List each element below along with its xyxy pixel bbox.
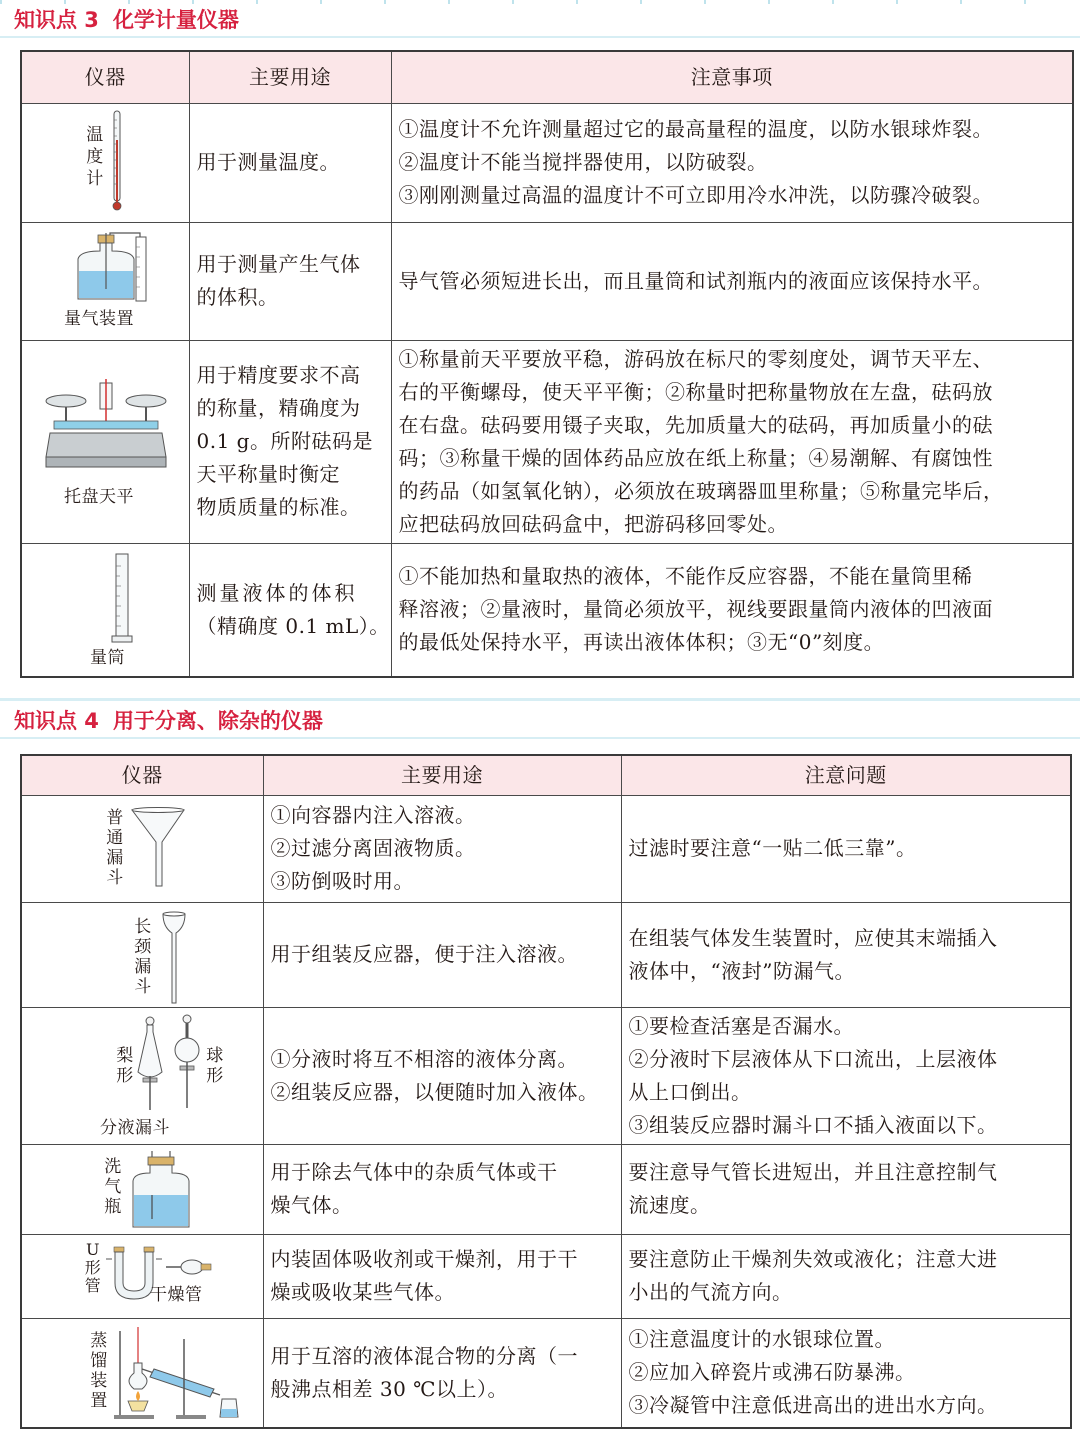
note-text: ③冷凝管中注意低进高出的进出水方向。 bbox=[628, 1393, 998, 1418]
note-text: 液体中，“液封”防漏气。 bbox=[628, 958, 855, 983]
instrument-cell-cylinder bbox=[21, 543, 189, 677]
notes-cell bbox=[621, 1144, 1071, 1234]
note-text: 在右盘。砝码要用镊子夹取，先加质量大的砝码，再加质量小的砝 bbox=[398, 412, 993, 437]
use-cell bbox=[263, 902, 621, 1007]
section-4-header bbox=[0, 698, 1080, 739]
notes-cell bbox=[621, 1007, 1071, 1144]
use-text: 用于测量温度。 bbox=[196, 150, 340, 174]
use-cell bbox=[189, 543, 391, 677]
long-neck-funnel-icon bbox=[160, 911, 188, 1005]
use-cell bbox=[263, 1007, 621, 1144]
table-row bbox=[21, 543, 1073, 677]
use-text: ②组装反应器，以便随时加入液体。 bbox=[270, 1079, 599, 1104]
notes-cell bbox=[621, 902, 1071, 1007]
use-text: 内装固体吸收剂或干燥剂，用于干 bbox=[270, 1247, 578, 1271]
header-instrument: 仪器 bbox=[21, 51, 189, 103]
drying-tube-icon bbox=[166, 1257, 214, 1277]
header-instrument: 仪器 bbox=[21, 755, 263, 795]
note-text: ①称量前天平要放平稳，游码放在标尺的零刻度处，调节天平左、 bbox=[398, 346, 993, 371]
section-3-title: 知识点 3 化学计量仪器 bbox=[14, 8, 239, 32]
table-row bbox=[21, 795, 1071, 902]
use-cell bbox=[189, 222, 391, 340]
notes-cell bbox=[391, 543, 1073, 677]
use-text: ①向容器内注入溶液。 bbox=[270, 803, 476, 827]
globe-separatory-funnel-icon bbox=[172, 1014, 202, 1110]
distillation-apparatus-icon bbox=[114, 1325, 248, 1421]
note-text: 码；③称量干燥的固体药品应放在纸上称量；④易潮解、有腐蚀性 bbox=[398, 445, 993, 470]
instrument-label: 温度计 bbox=[86, 124, 104, 189]
instrument-cell-funnel bbox=[21, 795, 263, 902]
balance-icon bbox=[44, 377, 168, 473]
note-text: 释溶液；②量液时，量筒必须放平，视线要跟量筒内液体的凹液面 bbox=[398, 597, 993, 622]
use-cell bbox=[263, 1234, 621, 1318]
table-row bbox=[21, 103, 1073, 222]
instrument-cell-long-neck-funnel bbox=[21, 902, 263, 1007]
note-text: 导气管必须短进长出，而且量筒和试剂瓶内的液面应该保持水平。 bbox=[398, 268, 993, 293]
gas-washing-bottle-icon bbox=[130, 1151, 192, 1229]
table-row bbox=[21, 902, 1071, 1007]
instrument-label: 托盘天平 bbox=[64, 486, 134, 507]
funnel-icon bbox=[130, 806, 186, 888]
use-cell bbox=[189, 103, 391, 222]
instrument-label: 量筒 bbox=[90, 647, 125, 668]
note-text: ①温度计不允许测量超过它的最高量程的温度，以防水银球炸裂。 bbox=[398, 117, 993, 141]
note-text: ②温度计不能当搅拌器使用，以防破裂。 bbox=[398, 150, 768, 174]
note-text: 小出的气流方向。 bbox=[628, 1280, 793, 1304]
notes-cell bbox=[391, 103, 1073, 222]
notes-cell bbox=[621, 795, 1071, 902]
instrument-label: 长颈漏斗 bbox=[134, 916, 152, 997]
table-row bbox=[21, 222, 1073, 340]
note-text: ①不能加热和量取热的液体，不能作反应容器，不能在量筒里稀 bbox=[398, 564, 973, 589]
use-text: （精确度 0.1 mL）。 bbox=[196, 613, 390, 638]
use-text: 的体积。 bbox=[196, 285, 279, 309]
instrument-label: 分液漏斗 bbox=[100, 1117, 170, 1138]
gas-measuring-apparatus-icon bbox=[70, 233, 150, 303]
table-row bbox=[21, 1234, 1071, 1318]
use-cell bbox=[263, 1318, 621, 1428]
note-text: ③刚刚测量过高温的温度计不可立即用冷水冲洗，以防骤冷破裂。 bbox=[398, 183, 993, 207]
instrument-sub-label-right: 干燥管 bbox=[150, 1284, 203, 1305]
note-text: 要注意导气管长进短出，并且注意控制气 bbox=[628, 1160, 998, 1184]
table-header-row bbox=[21, 51, 1073, 103]
note-text: 从上口倒出。 bbox=[628, 1079, 752, 1104]
instrument-sub-label-right: 球形 bbox=[206, 1045, 224, 1086]
table-header-row bbox=[21, 755, 1071, 795]
table-row bbox=[21, 340, 1073, 543]
header-notes: 注意事项 bbox=[391, 51, 1073, 103]
note-text: ①注意温度计的水银球位置。 bbox=[628, 1327, 895, 1352]
instrument-cell-separatory-funnel bbox=[21, 1007, 263, 1144]
notes-cell bbox=[621, 1234, 1071, 1318]
instrument-label: 量气装置 bbox=[64, 308, 134, 329]
note-text: 过滤时要注意“一贴二低三靠”。 bbox=[628, 836, 917, 860]
use-text: ③防倒吸时用。 bbox=[270, 869, 414, 893]
use-text: 用于互溶的液体混合物的分离（一 bbox=[270, 1343, 578, 1368]
instrument-label: 蒸馏装置 bbox=[90, 1330, 108, 1411]
notes-cell bbox=[621, 1318, 1071, 1428]
use-cell bbox=[263, 1144, 621, 1234]
section-3-table bbox=[20, 50, 1074, 678]
note-text: 应把砝码放回砝码盒中，把游码移回零处。 bbox=[398, 511, 788, 536]
note-text: 在组装气体发生装置时，应使其末端插入 bbox=[628, 925, 998, 950]
use-text: 用于测量产生气体 bbox=[196, 252, 361, 276]
section-4-title: 知识点 4 用于分离、除杂的仪器 bbox=[14, 709, 323, 733]
note-text: 的药品（如氢氧化钠），必须放在玻璃器皿里称量；⑤称量完毕后， bbox=[398, 478, 1004, 503]
note-text: ②应加入碎瓷片或沸石防暴沸。 bbox=[628, 1360, 916, 1385]
section-4-table bbox=[20, 754, 1072, 1429]
use-text: 用于组装反应器，便于注入溶液。 bbox=[270, 942, 578, 966]
thermometer-icon bbox=[110, 110, 124, 214]
instrument-cell-thermometer bbox=[21, 103, 189, 222]
note-text: 要注意防止干燥剂失效或液化；注意大进 bbox=[628, 1247, 998, 1271]
instrument-label: 普通漏斗 bbox=[106, 807, 124, 888]
use-text: 般沸点相差 30 ℃以上）。 bbox=[270, 1376, 509, 1401]
note-text: ①要检查活塞是否漏水。 bbox=[628, 1013, 854, 1038]
instrument-label: 洗气瓶 bbox=[104, 1156, 122, 1217]
header-notes: 注意问题 bbox=[621, 755, 1071, 795]
instrument-cell-distillation bbox=[21, 1318, 263, 1428]
pear-separatory-funnel-icon bbox=[136, 1016, 164, 1112]
table-row bbox=[21, 1318, 1071, 1428]
instrument-label: U形管 bbox=[84, 1239, 102, 1295]
instrument-cell-gas-measuring bbox=[21, 222, 189, 340]
notes-cell bbox=[391, 340, 1073, 543]
use-text: 燥或吸收某些气体。 bbox=[270, 1280, 455, 1304]
use-text: 天平称量时衡定 bbox=[196, 462, 340, 486]
instrument-cell-gas-washing-bottle bbox=[21, 1144, 263, 1234]
use-text: 0.1 g。所附砝码是 bbox=[196, 429, 373, 453]
use-text: ②过滤分离固液物质。 bbox=[270, 836, 476, 860]
use-cell bbox=[189, 340, 391, 543]
header-use: 主要用途 bbox=[189, 51, 391, 103]
table-row bbox=[21, 1144, 1071, 1234]
note-text: 流速度。 bbox=[628, 1193, 711, 1217]
use-text: 的称量，精确度为 bbox=[196, 396, 361, 420]
header-use: 主要用途 bbox=[263, 755, 621, 795]
use-text: 用于除去气体中的杂质气体或干 bbox=[270, 1160, 558, 1184]
note-text: 的最低处保持水平，再读出液体体积；③无“0”刻度。 bbox=[398, 630, 885, 655]
use-text: 物质质量的标准。 bbox=[196, 495, 361, 519]
notes-cell bbox=[391, 222, 1073, 340]
use-text: 测量液体的体积 bbox=[196, 580, 358, 605]
note-text: ③组装反应器时漏斗口不插入液面以下。 bbox=[628, 1112, 998, 1137]
instrument-cell-balance bbox=[21, 340, 189, 543]
graduated-cylinder-icon bbox=[110, 552, 134, 646]
section-3-header bbox=[0, 0, 1080, 38]
instrument-sub-label-left: 梨形 bbox=[116, 1045, 134, 1086]
use-text: 燥气体。 bbox=[270, 1193, 353, 1217]
use-text: ①分液时将互不相溶的液体分离。 bbox=[270, 1046, 578, 1071]
note-text: ②分液时下层液体从下口流出，上层液体 bbox=[628, 1046, 998, 1071]
use-text: 用于精度要求不高 bbox=[196, 363, 361, 387]
table-row bbox=[21, 1007, 1071, 1144]
note-text: 右的平衡螺母，使天平平衡；②称量时把称量物放在左盘，砝码放 bbox=[398, 379, 993, 404]
use-cell bbox=[263, 795, 621, 902]
instrument-cell-u-tube bbox=[21, 1234, 263, 1318]
